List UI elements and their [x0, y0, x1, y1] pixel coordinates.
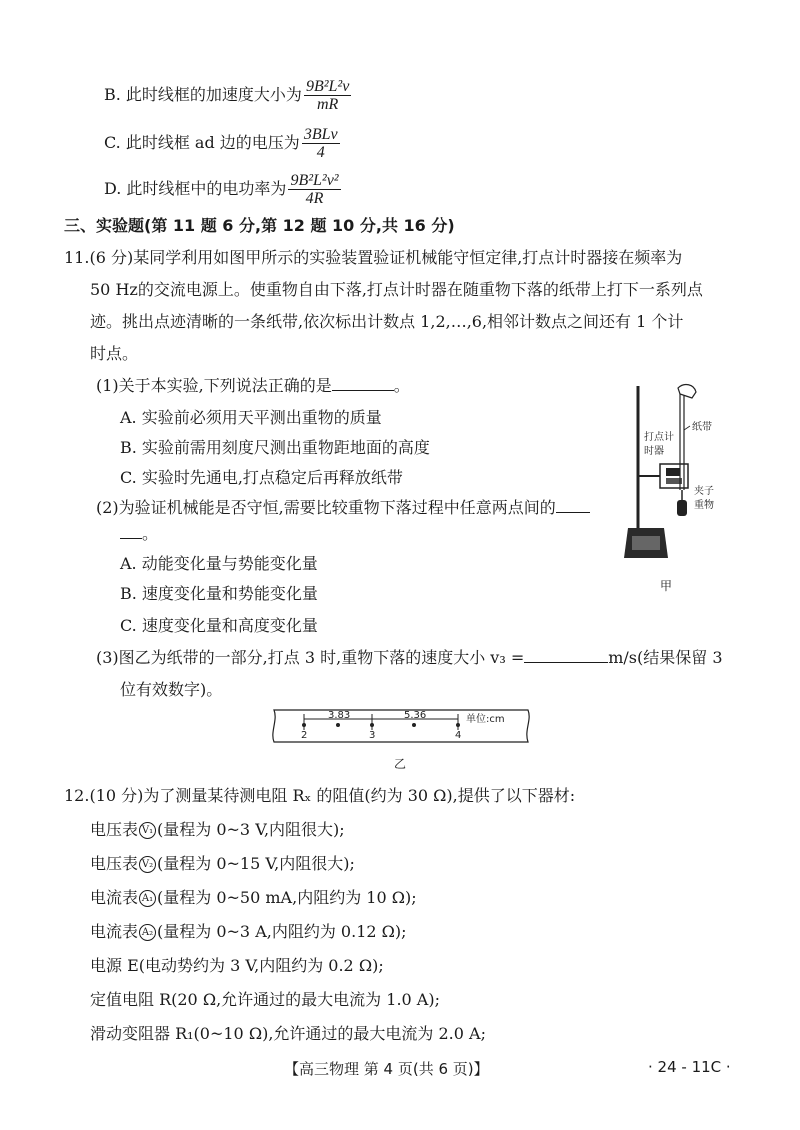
q12-power-source: 电源 E(电动势约为 3 V,内阻约为 0.2 Ω); — [90, 956, 384, 975]
item-spec: (量程为 0~15 V,内阻很大); — [157, 854, 355, 873]
clip-label: 夹子 — [694, 486, 714, 497]
q12-rheostat: 滑动变阻器 R₁(0~10 Ω),允许通过的最大电流为 2.0 A; — [90, 1024, 486, 1043]
q11-part3-cont: 位有效数字)。 — [120, 680, 223, 699]
fraction-numerator: 9B²L²v² — [290, 172, 339, 189]
apparatus-figure — [606, 378, 736, 598]
figure-caption-yi: 乙 — [394, 757, 407, 771]
item-spec: (量程为 0~50 mA,内阻约为 10 Ω); — [157, 888, 417, 907]
unit-label: 单位:cm — [466, 714, 505, 725]
q11-line-1: 11.(6 分)某同学利用如图甲所示的实验装置验证机械能守恒定律,打点计时器接在频率为 — [64, 248, 683, 267]
q11-part1-option-c: C. 实验时先通电,打点稳定后再释放纸带 — [120, 468, 403, 487]
point-label-4: 4 — [455, 730, 462, 741]
option-b — [104, 78, 351, 113]
q11-part2-cont — [120, 522, 158, 546]
answer-blank — [556, 498, 590, 513]
dot-2 — [302, 723, 306, 727]
q11-part3 — [96, 646, 723, 670]
dot-3 — [370, 723, 374, 727]
answer-blank — [120, 524, 142, 539]
q11-part1 — [96, 374, 410, 398]
point-label-2: 2 — [301, 730, 308, 741]
point-label-3: 3 — [369, 730, 376, 741]
option-c — [104, 126, 340, 161]
q11-part2-option-b: B. 速度变化量和势能变化量 — [120, 584, 318, 603]
option-b-label: B. 此时线框的加速度大小为 — [104, 85, 302, 104]
q11-part2-option-a: A. 动能变化量与势能变化量 — [120, 554, 318, 573]
item-spec: (量程为 0~3 V,内阻很大); — [157, 820, 345, 839]
ammeter-icon: A₁ — [139, 890, 156, 907]
q11-line-3: 迹。挑出点迹清晰的一条纸带,依次标出计数点 1,2,…,6,相邻计数点之间还有 1 个计 — [90, 312, 684, 331]
q11-line-4: 时点。 — [90, 344, 139, 363]
fraction-numerator: 9B²L²v — [305, 78, 350, 95]
q12-voltmeter-2 — [90, 852, 355, 876]
q11-part1-option-a: A. 实验前必须用天平测出重物的质量 — [120, 408, 382, 427]
distance-label-2: 5.36 — [404, 710, 427, 721]
q11-part1-text: (1)关于本实验,下列说法正确的是 — [96, 376, 332, 395]
q12-ammeter-2 — [90, 920, 407, 944]
figure-caption-jia: 甲 — [660, 579, 673, 593]
tape-figure — [266, 706, 536, 778]
q12-voltmeter-1 — [90, 818, 345, 842]
voltmeter-icon: V₂ — [139, 856, 156, 873]
q12-fixed-resistor: 定值电阻 R(20 Ω,允许通过的最大电流为 1.0 A); — [90, 990, 440, 1009]
dot-4 — [456, 723, 460, 727]
q11-part2-end: 。 — [142, 524, 159, 543]
timer-label: 打点计 — [644, 432, 674, 443]
option-c-fraction — [302, 126, 340, 161]
option-d-label: D. 此时线框中的电功率为 — [104, 179, 287, 198]
ammeter-icon: A₂ — [139, 924, 156, 941]
option-c-label: C. 此时线框 ad 边的电压为 — [104, 133, 300, 152]
q11-part3-text: (3)图乙为纸带的一部分,打点 3 时,重物下落的速度大小 v₃ = — [96, 648, 525, 667]
answer-blank — [332, 376, 394, 391]
q11-line-2: 50 Hz的交流电源上。使重物自由下落,打点计时器在随重物下落的纸带上打下一系列点 — [90, 280, 703, 299]
fraction-numerator: 3BLv — [303, 126, 338, 143]
section-heading: 三、实验题(第 11 题 6 分,第 12 题 10 分,共 16 分) — [64, 216, 455, 235]
weight-label: 重物 — [694, 500, 714, 511]
dot-mid-2 — [412, 723, 416, 727]
voltmeter-icon: V₁ — [139, 822, 156, 839]
fraction-denominator: 4 — [316, 144, 325, 161]
timer-label-2: 时器 — [644, 446, 664, 457]
option-d-fraction — [288, 172, 340, 207]
q11-part1-end: 。 — [393, 376, 410, 395]
tape-label: 纸带 — [692, 422, 712, 433]
q12-intro: 12.(10 分)为了测量某待测电阻 Rₓ 的阻值(约为 30 Ω),提供了以下器材: — [64, 786, 576, 805]
page-footer: 【高三物理 第 4 页(共 6 页)】 — [284, 1060, 489, 1078]
item-name: 电流表 — [90, 922, 139, 941]
option-b-fraction — [304, 78, 351, 113]
q12-ammeter-1 — [90, 886, 417, 910]
item-name: 电流表 — [90, 888, 139, 907]
fraction-denominator: mR — [316, 96, 339, 113]
distance-label-1: 3.83 — [328, 710, 351, 721]
clip-and-weight — [677, 490, 687, 516]
item-spec: (量程为 0~3 A,内阻约为 0.12 Ω); — [157, 922, 407, 941]
q11-part2-option-c: C. 速度变化量和高度变化量 — [120, 616, 318, 635]
fraction-denominator: 4R — [305, 190, 324, 207]
q11-part2 — [96, 496, 590, 520]
q11-part2-text: (2)为验证机械能是否守恒,需要比较重物下落过程中任意两点间的 — [96, 498, 556, 517]
option-d — [104, 172, 341, 207]
q11-part3-unit: m/s(结果保留 3 — [608, 648, 723, 667]
paper-code: · 24 - 11C · — [648, 1058, 731, 1076]
item-name: 电压表 — [90, 820, 139, 839]
dot-mid-1 — [336, 723, 340, 727]
item-name: 电压表 — [90, 854, 139, 873]
answer-blank — [524, 648, 608, 663]
q11-part1-option-b: B. 实验前需用刻度尺测出重物距地面的高度 — [120, 438, 430, 457]
hand-icon — [678, 385, 696, 398]
